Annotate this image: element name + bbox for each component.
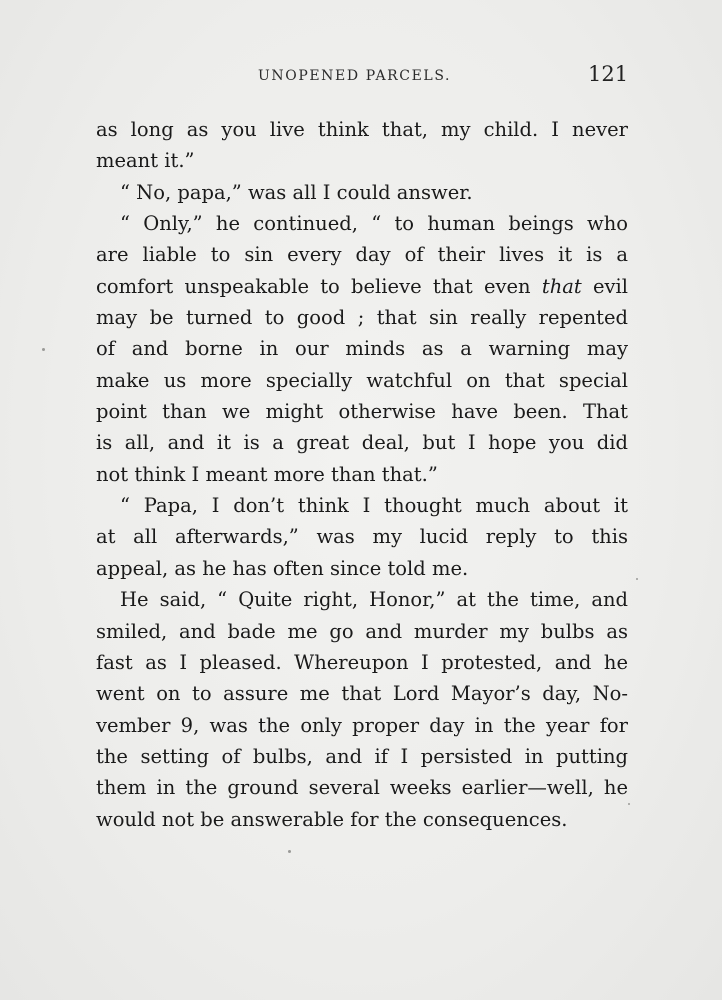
paper-speck	[636, 578, 638, 580]
text-line: may be turned to good ; that sin really repented	[96, 306, 628, 330]
text-line: the setting of bulbs, and if I persisted in putting	[96, 744, 628, 768]
text-line: meant it.”	[96, 149, 195, 173]
text-line: is all, and it is a great deal, but I hope you did	[96, 431, 628, 455]
text-line: He said, “ Quite right, Honor,” at the time, and	[120, 588, 628, 612]
paper-speck	[628, 803, 630, 805]
page-number: 121	[588, 62, 629, 86]
text-line: fast as I pleased. Whereupon I protested, and he	[96, 650, 628, 674]
text-line: them in the ground several weeks earlier—well, he	[96, 776, 628, 800]
running-title: UNOPENED PARCELS.	[258, 68, 452, 84]
text-line: “ Papa, I don’t think I thought much about it	[120, 494, 628, 518]
text-line: make us more specially watchful on that special	[96, 368, 628, 392]
text-line: vember 9, was the only proper day in the year for	[96, 713, 628, 737]
text-line: of and borne in our minds as a warning may	[96, 337, 628, 361]
text-line: comfort unspeakable to believe that even that evil	[96, 274, 628, 298]
text-line: smiled, and bade me go and murder my bulbs as	[96, 619, 628, 643]
text-line: “ No, papa,” was all I could answer.	[120, 180, 473, 204]
text-line: “ Only,” he continued, “ to human beings who	[120, 212, 628, 236]
paper-speck	[42, 348, 45, 351]
paper-speck	[288, 850, 291, 853]
text-line: went on to assure me that Lord Mayor’s day, No-	[96, 682, 628, 706]
text-line: as long as you live think that, my child. I never	[96, 118, 628, 141]
text-line: not think I meant more than that.”	[96, 462, 438, 486]
body-text	[96, 114, 628, 835]
running-head	[0, 62, 722, 92]
text-line: would not be answerable for the consequences.	[96, 807, 568, 831]
text-line: appeal, as he has often since told me.	[96, 556, 469, 580]
text-line: point than we might otherwise have been. That	[96, 400, 628, 424]
text-line: are liable to sin every day of their lives it is a	[96, 243, 628, 267]
emphasis-word: that	[541, 274, 582, 298]
text-line: at all afterwards,” was my lucid reply to this	[96, 525, 628, 549]
